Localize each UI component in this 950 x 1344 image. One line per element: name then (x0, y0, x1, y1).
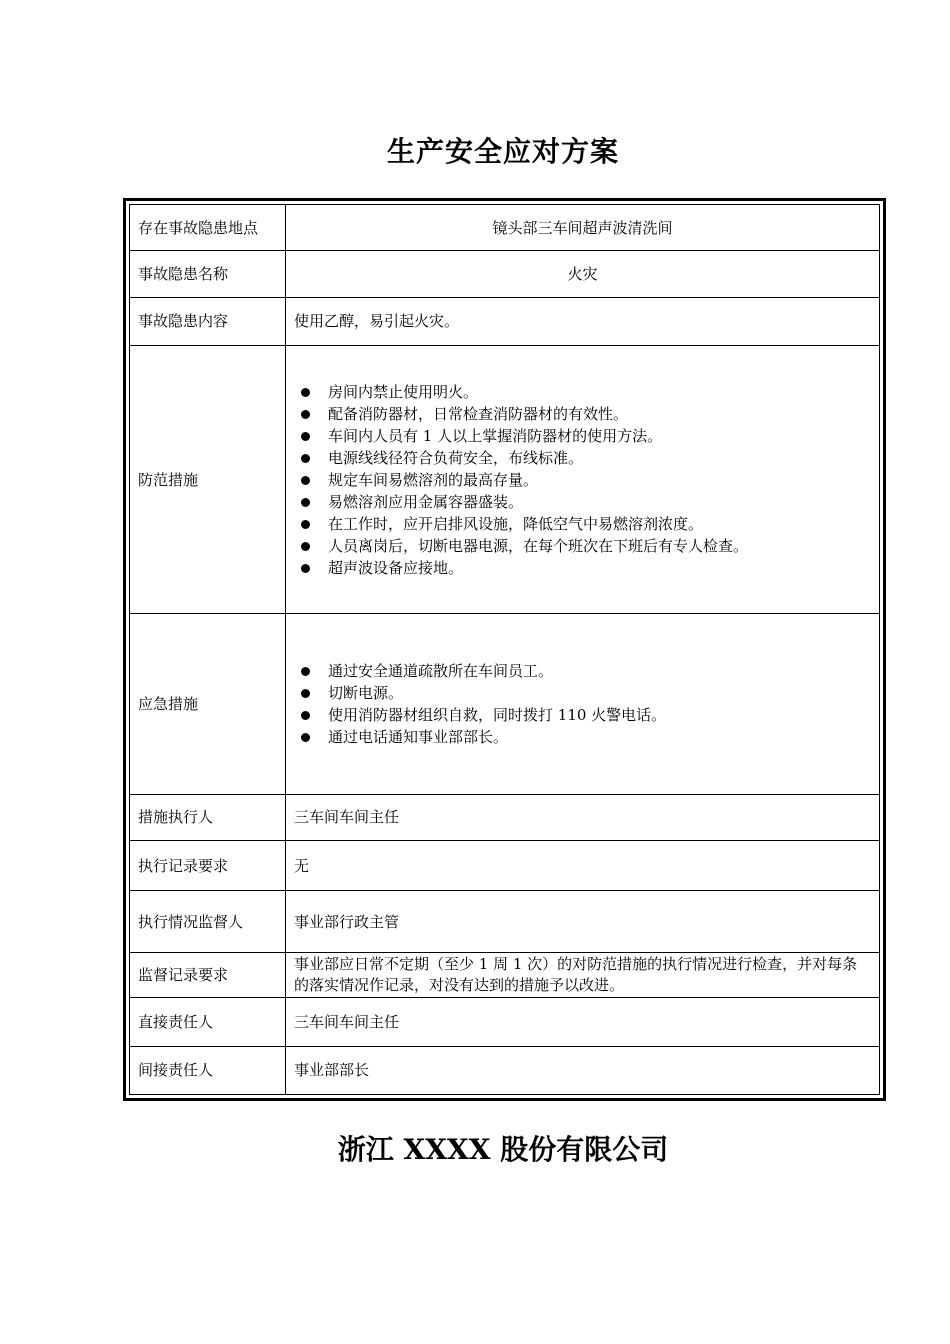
list-item: 配备消防器材，日常检查消防器材的有效性。 (294, 403, 871, 425)
table-row (130, 891, 880, 952)
row-label: 执行情况监督人 (130, 891, 286, 952)
table-row (130, 1046, 880, 1094)
row-label: 执行记录要求 (130, 840, 286, 890)
emergency-cell (286, 614, 880, 794)
row-value: 事业部应日常不定期（至少 1 周 1 次）的对防范措施的执行情况进行检查，并对每条的落实情况作记录，对没有达到的措施予以改进。 (286, 952, 880, 997)
list-item: 通过电话通知事业部部长。 (294, 726, 871, 748)
table-row (130, 998, 880, 1046)
plan-table-frame (123, 198, 886, 1101)
list-item: 电源线线径符合负荷安全，布线标准。 (294, 447, 871, 469)
prevention-cell (286, 346, 880, 614)
list-item: 超声波设备应接地。 (294, 557, 871, 579)
table-row (130, 251, 880, 297)
row-value: 无 (286, 840, 880, 890)
list-item: 规定车间易燃溶剂的最高存量。 (294, 469, 871, 491)
table-row (130, 614, 880, 794)
page-title: 生产安全应对方案 (386, 135, 619, 168)
row-label: 措施执行人 (130, 794, 286, 840)
list-item: 使用消防器材组织自救，同时拨打 110 火警电话。 (294, 704, 871, 726)
list-item: 房间内禁止使用明火。 (294, 381, 871, 403)
row-label: 直接责任人 (130, 998, 286, 1046)
plan-table (129, 204, 880, 1095)
list-item: 人员离岗后，切断电器电源，在每个班次在下班后有专人检查。 (294, 535, 871, 557)
table-row (130, 205, 880, 251)
list-item: 切断电源。 (294, 682, 871, 704)
list-item: 通过安全通道疏散所在车间员工。 (294, 660, 871, 682)
row-label: 存在事故隐患地点 (130, 205, 286, 251)
list-item: 在工作时，应开启排风设施，降低空气中易燃溶剂浓度。 (294, 513, 871, 535)
row-label: 事故隐患名称 (130, 251, 286, 297)
table-row (130, 346, 880, 614)
row-value: 镜头部三车间超声波清洗间 (286, 205, 880, 251)
row-label: 防范措施 (130, 346, 286, 614)
table-row (130, 952, 880, 997)
list-item: 易燃溶剂应用金属容器盛装。 (294, 491, 871, 513)
prevention-list (294, 381, 871, 579)
row-label: 监督记录要求 (130, 952, 286, 997)
table-row (130, 840, 880, 890)
list-item: 车间内人员有 1 人以上掌握消防器材的使用方法。 (294, 425, 871, 447)
row-label: 应急措施 (130, 614, 286, 794)
row-value: 三车间车间主任 (286, 998, 880, 1046)
emergency-list (294, 660, 871, 748)
row-label: 事故隐患内容 (130, 297, 286, 345)
row-value: 火灾 (286, 251, 880, 297)
company-name: 浙江 XXXX 股份有限公司 (337, 1133, 669, 1166)
table-row (130, 794, 880, 840)
row-value: 事业部部长 (286, 1046, 880, 1094)
row-label: 间接责任人 (130, 1046, 286, 1094)
row-value: 三车间车间主任 (286, 794, 880, 840)
row-value: 事业部行政主管 (286, 891, 880, 952)
table-row (130, 297, 880, 345)
row-value: 使用乙醇，易引起火灾。 (286, 297, 880, 345)
